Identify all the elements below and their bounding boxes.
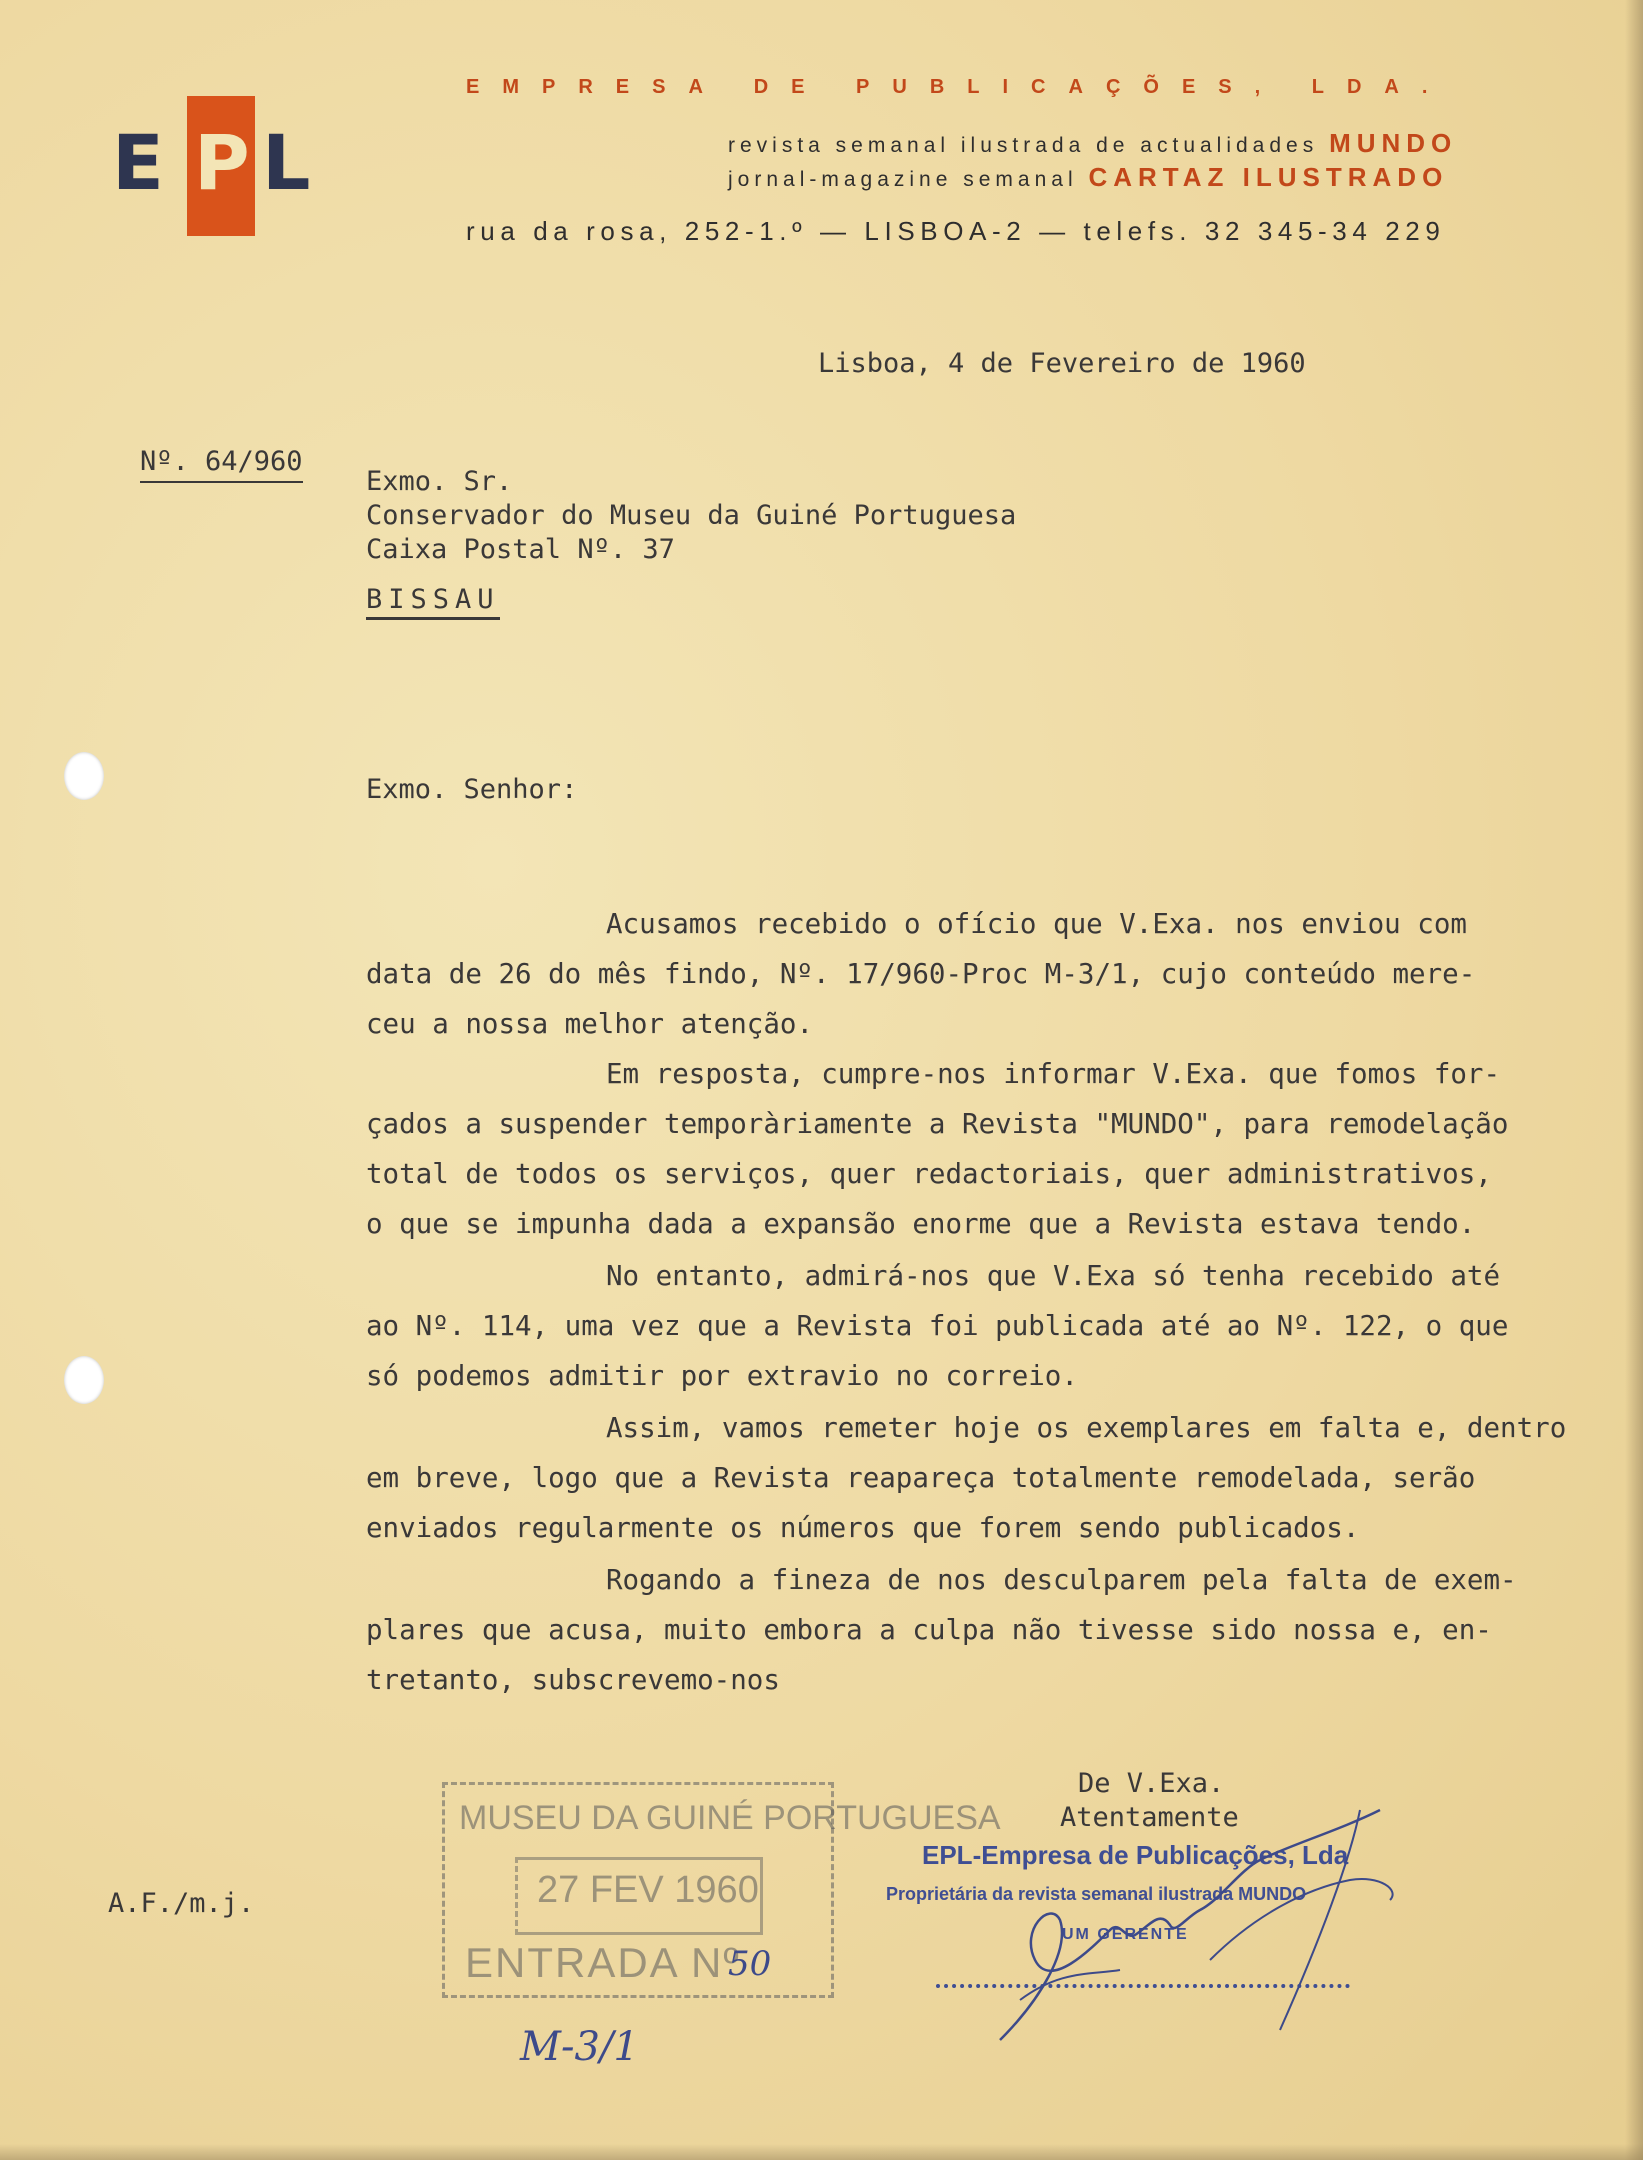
recipient-city: BISSAU [366,584,500,620]
company-stamp-name: EPL-Empresa de Publicações, Lda [922,1840,1349,1870]
body-line: ceu a nossa melhor atenção. [366,1008,814,1040]
body-line: data de 26 do mês findo, Nº. 17/960-Proc M-3/1, cujo conteúdo mere- [366,958,1476,990]
body-line: plares que acusa, muito embora a culpa não tivesse sido nossa e, en- [366,1614,1492,1646]
page-edge-shadow [1625,0,1643,2160]
publication-brand-mundo: MUNDO [1329,128,1458,158]
publication-line-mundo [728,128,1457,159]
epl-logo: E P L [112,96,332,236]
publication-description: jornal-magazine semanal [728,168,1078,191]
received-stamp-header: MUSEU DA GUINÉ PORTUGUESA [459,1799,1001,1837]
body-line: No entanto, admirá-nos que V.Exa só tenha recebido até [606,1260,1501,1292]
publication-brand-cartaz: CARTAZ ILUSTRADO [1088,162,1449,192]
recipient-line: Caixa Postal Nº. 37 [366,534,675,565]
body-line: Rogando a fineza de nos desculparem pela falta de exem- [606,1564,1517,1596]
received-stamp-entry-label: ENTRADA Nº [465,1939,741,1986]
body-line: ao Nº. 114, uma vez que a Revista foi publicada até ao Nº. 122, o que [366,1310,1509,1342]
body-line: Acusamos recebido o ofício que V.Exa. nos enviou com [606,908,1467,940]
recipient-line: Exmo. Sr. [366,466,513,497]
publication-description: revista semanal ilustrada de actualidades [728,134,1319,157]
body-line: só podemos admitir por extravio no correio. [366,1360,1078,1392]
reference-number: Nº. 64/960 [140,446,303,483]
salutation: Exmo. Senhor: [366,774,578,805]
punch-hole-bottom [64,1356,104,1404]
closing-line: De V.Exa. [1078,1768,1225,1799]
entry-number-handwritten: 50 [728,1944,772,1984]
process-annotation: M-3/1 [520,2024,639,2070]
page-bottom-shadow [0,2144,1643,2160]
body-line: Assim, vamos remeter hoje os exemplares em falta e, dentro [606,1412,1567,1444]
body-line: Em resposta, cumpre-nos informar V.Exa. que fomos for- [606,1058,1501,1090]
body-line: tretanto, subscrevemo-nos [366,1664,780,1696]
body-line: enviados regularmente os números que forem sendo publicados. [366,1512,1360,1544]
company-address: rua da rosa, 252-1.º — LISBOA-2 — telefs. 32 345-34 229 [466,216,1446,246]
typist-initials: A.F./m.j. [108,1888,255,1919]
company-name: EMPRESA DE PUBLICAÇÕES, LDA. [466,76,1451,98]
company-stamp-role: UM GERENTE [1062,1926,1189,1943]
closing-line: Atentamente [1060,1802,1239,1833]
body-line: total de todos os serviços, quer redactoriais, quer administrativos, [366,1158,1492,1190]
body-line: çados a suspender temporàriamente a Revista "MUNDO", para remodelação [366,1108,1509,1140]
received-stamp [442,1782,1001,1998]
company-stamp-subtitle: Proprietária da revista semanal ilustrada MUNDO [886,1884,1307,1904]
body-line: o que se impunha dada a expansão enorme que a Revista estava tendo. [366,1208,1476,1240]
handwritten-signature [920,1800,1520,2060]
publication-line-cartaz [728,162,1448,193]
received-stamp-date: 27 FEV 1960 [537,1869,759,1911]
letter-date: Lisboa, 4 de Fevereiro de 1960 [818,348,1306,379]
punch-hole-top [64,752,104,800]
body-line: em breve, logo que a Revista reapareça totalmente remodelada, serão [366,1462,1476,1494]
recipient-line: Conservador do Museu da Guiné Portuguesa [366,500,1017,531]
